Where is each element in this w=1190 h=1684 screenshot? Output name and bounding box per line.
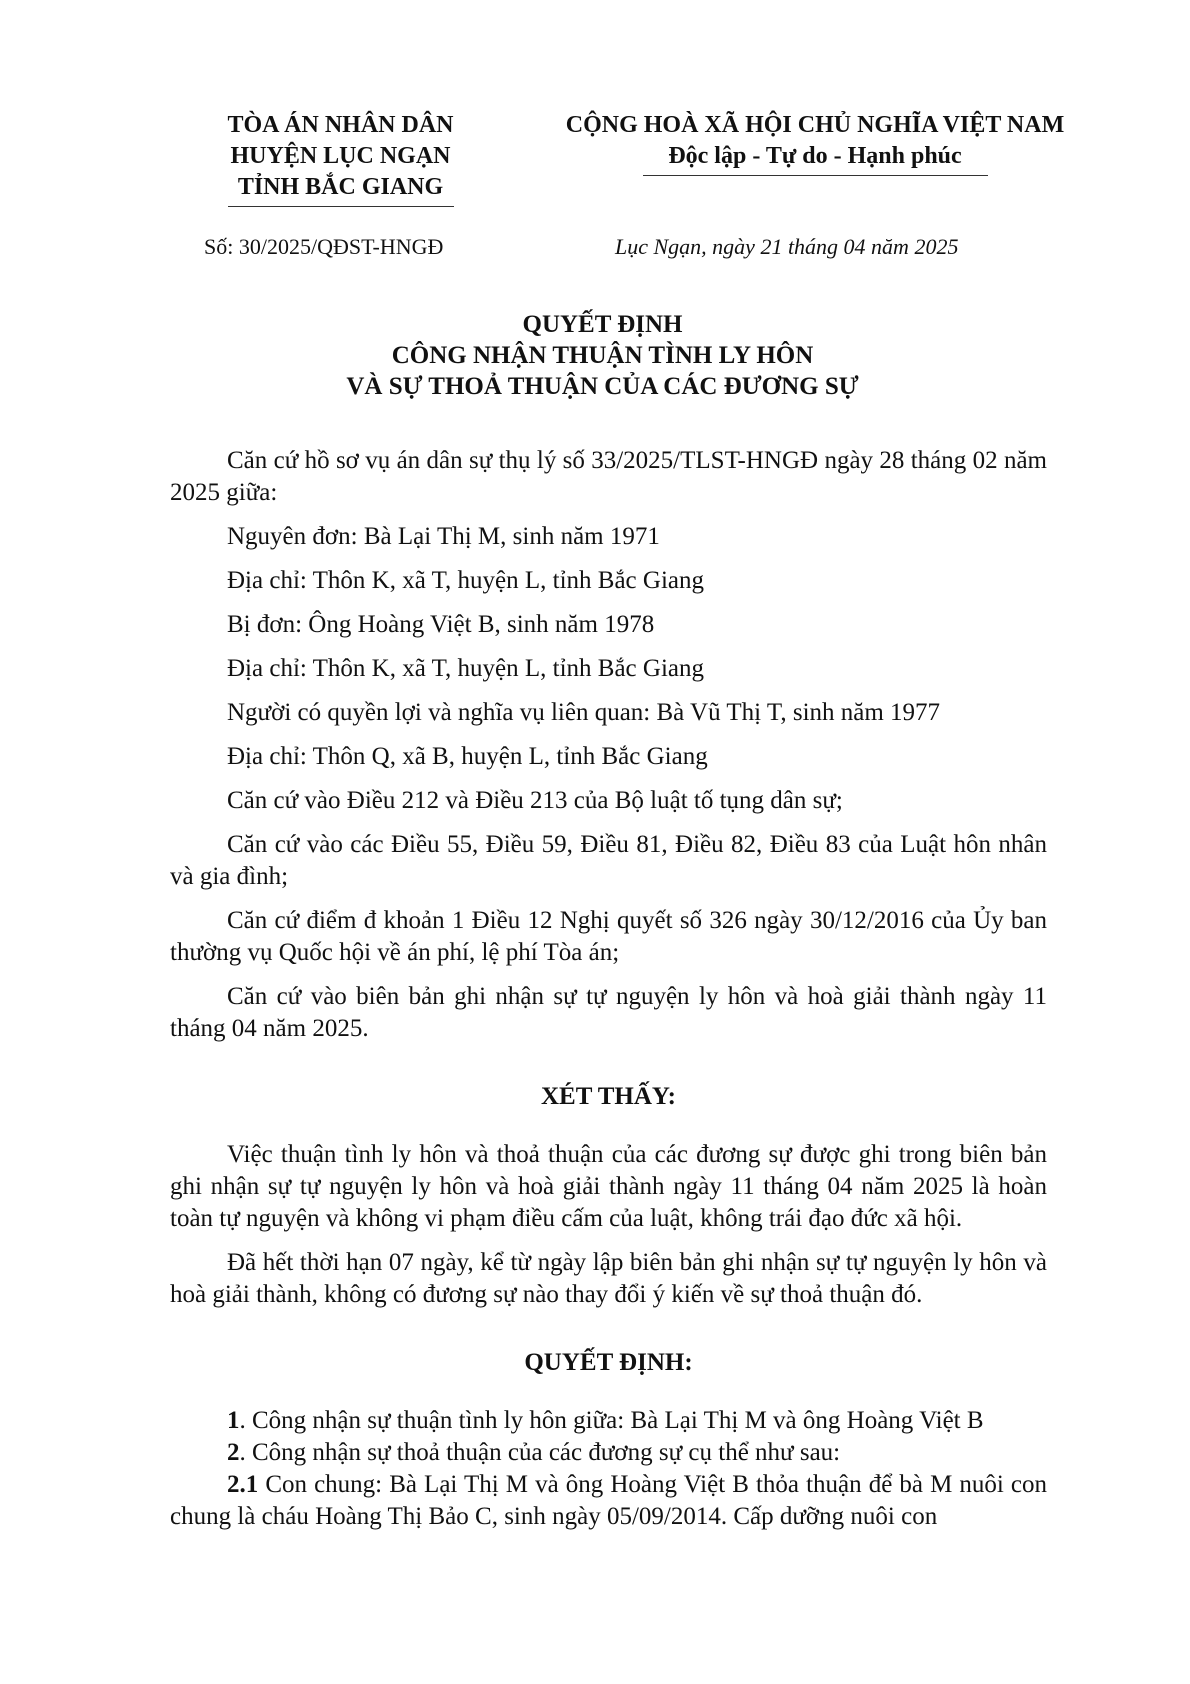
decision-heading: QUYẾT ĐỊNH: <box>524 1349 693 1376</box>
decision-number: 1 <box>227 1407 240 1434</box>
basis-paragraph: Căn cứ điểm đ khoản 1 Điều 12 Nghị quyết số 326 ngày 30/12/2016 của Ủy ban thường vụ Quốc hội về án phí, lệ phí Tòa án; <box>170 907 1047 966</box>
place-and-date: Lục Ngạn, ngày 21 tháng 04 năm 2025 <box>615 234 959 259</box>
basis-paragraph: Bị đơn: Ông Hoàng Việt B, sinh năm 1978 <box>227 611 655 638</box>
decision-item <box>170 1469 1047 1533</box>
basis-paragraph: Địa chỉ: Thôn Q, xã B, huyện L, tỉnh Bắc Giang <box>227 743 708 770</box>
decision-text: . Công nhận sự thuận tình ly hôn giữa: Bà Lại Thị M và ông Hoàng Việt B <box>239 1407 984 1434</box>
basis-paragraph: Địa chỉ: Thôn K, xã T, huyện L, tỉnh Bắc Giang <box>227 655 704 682</box>
basis-paragraph: Địa chỉ: Thôn K, xã T, huyện L, tỉnh Bắc Giang <box>227 567 704 594</box>
decision-number: 2.1 <box>227 1471 259 1498</box>
document-number: Số: 30/2025/QĐST-HNGĐ <box>204 234 444 259</box>
decision-number: 2 <box>227 1439 240 1466</box>
court-name-line: TÒA ÁN NHÂN DÂN <box>227 112 454 138</box>
basis-paragraph: Nguyên đơn: Bà Lại Thị M, sinh năm 1971 <box>227 523 660 550</box>
title-line: QUYẾT ĐỊNH <box>522 311 683 338</box>
header-divider <box>228 206 454 207</box>
findings-paragraph: Việc thuận tình ly hôn và thoả thuận của các đương sự được ghi trong biên bản ghi nhận sự tự nguyện ly hôn và hoà giải thành ngày 11 tháng 04 năm 2025 là hoàn toàn tự nguyện và không vi phạm điều cấm của luật, không trái đạo đức xã hội. <box>170 1141 1047 1232</box>
basis-paragraph: Căn cứ vào các Điều 55, Điều 59, Điều 81, Điều 82, Điều 83 của Luật hôn nhân và gia đình; <box>170 831 1047 890</box>
basis-paragraph: Căn cứ hồ sơ vụ án dân sự thụ lý số 33/2025/TLST-HNGĐ ngày 28 tháng 02 năm 2025 giữa: <box>170 447 1047 506</box>
national-motto: Độc lập - Tự do - Hạnh phúc <box>668 143 962 169</box>
basis-paragraph: Căn cứ vào Điều 212 và Điều 213 của Bộ luật tố tụng dân sự; <box>227 787 843 814</box>
motto-underline <box>643 175 988 176</box>
findings-heading: XÉT THẤY: <box>540 1083 676 1110</box>
basis-paragraph: Người có quyền lợi và nghĩa vụ liên quan: Bà Vũ Thị T, sinh năm 1977 <box>227 699 941 726</box>
court-province-line: TỈNH BẮC GIANG <box>237 174 444 200</box>
findings-paragraph: Đã hết thời hạn 07 ngày, kể từ ngày lập biên bản ghi nhận sự tự nguyện ly hôn và hoà giải thành, không có đương sự nào thay đổi ý kiến về sự thoả thuận đó. <box>170 1249 1047 1308</box>
document-title <box>170 309 1035 402</box>
title-line: VÀ SỰ THOẢ THUẬN CỦA CÁC ĐƯƠNG SỰ <box>346 373 859 400</box>
court-header <box>198 110 483 207</box>
decision-item <box>170 1405 1047 1437</box>
court-district-line: HUYỆN LỤC NGẠN <box>230 143 451 169</box>
title-line: CÔNG NHẬN THUẬN TÌNH LY HÔN <box>391 342 814 369</box>
decision-item <box>170 1437 1047 1469</box>
country-name: CỘNG HOÀ XÃ HỘI CHỦ NGHĨA VIỆT NAM <box>565 112 1065 138</box>
national-header <box>525 110 1105 176</box>
decision-text: . Công nhận sự thoả thuận của các đương sự cụ thể như sau: <box>239 1439 841 1466</box>
document-body <box>170 445 1047 1533</box>
basis-paragraph: Căn cứ vào biên bản ghi nhận sự tự nguyện ly hôn và hoà giải thành ngày 11 tháng 04 năm 2025. <box>170 983 1047 1042</box>
decision-text: Con chung: Bà Lại Thị M và ông Hoàng Việt B thỏa thuận để bà M nuôi con chung là cháu Hoàng Thị Bảo C, sinh ngày 05/09/2014. Cấp dưỡng nuôi con <box>170 1471 1047 1530</box>
